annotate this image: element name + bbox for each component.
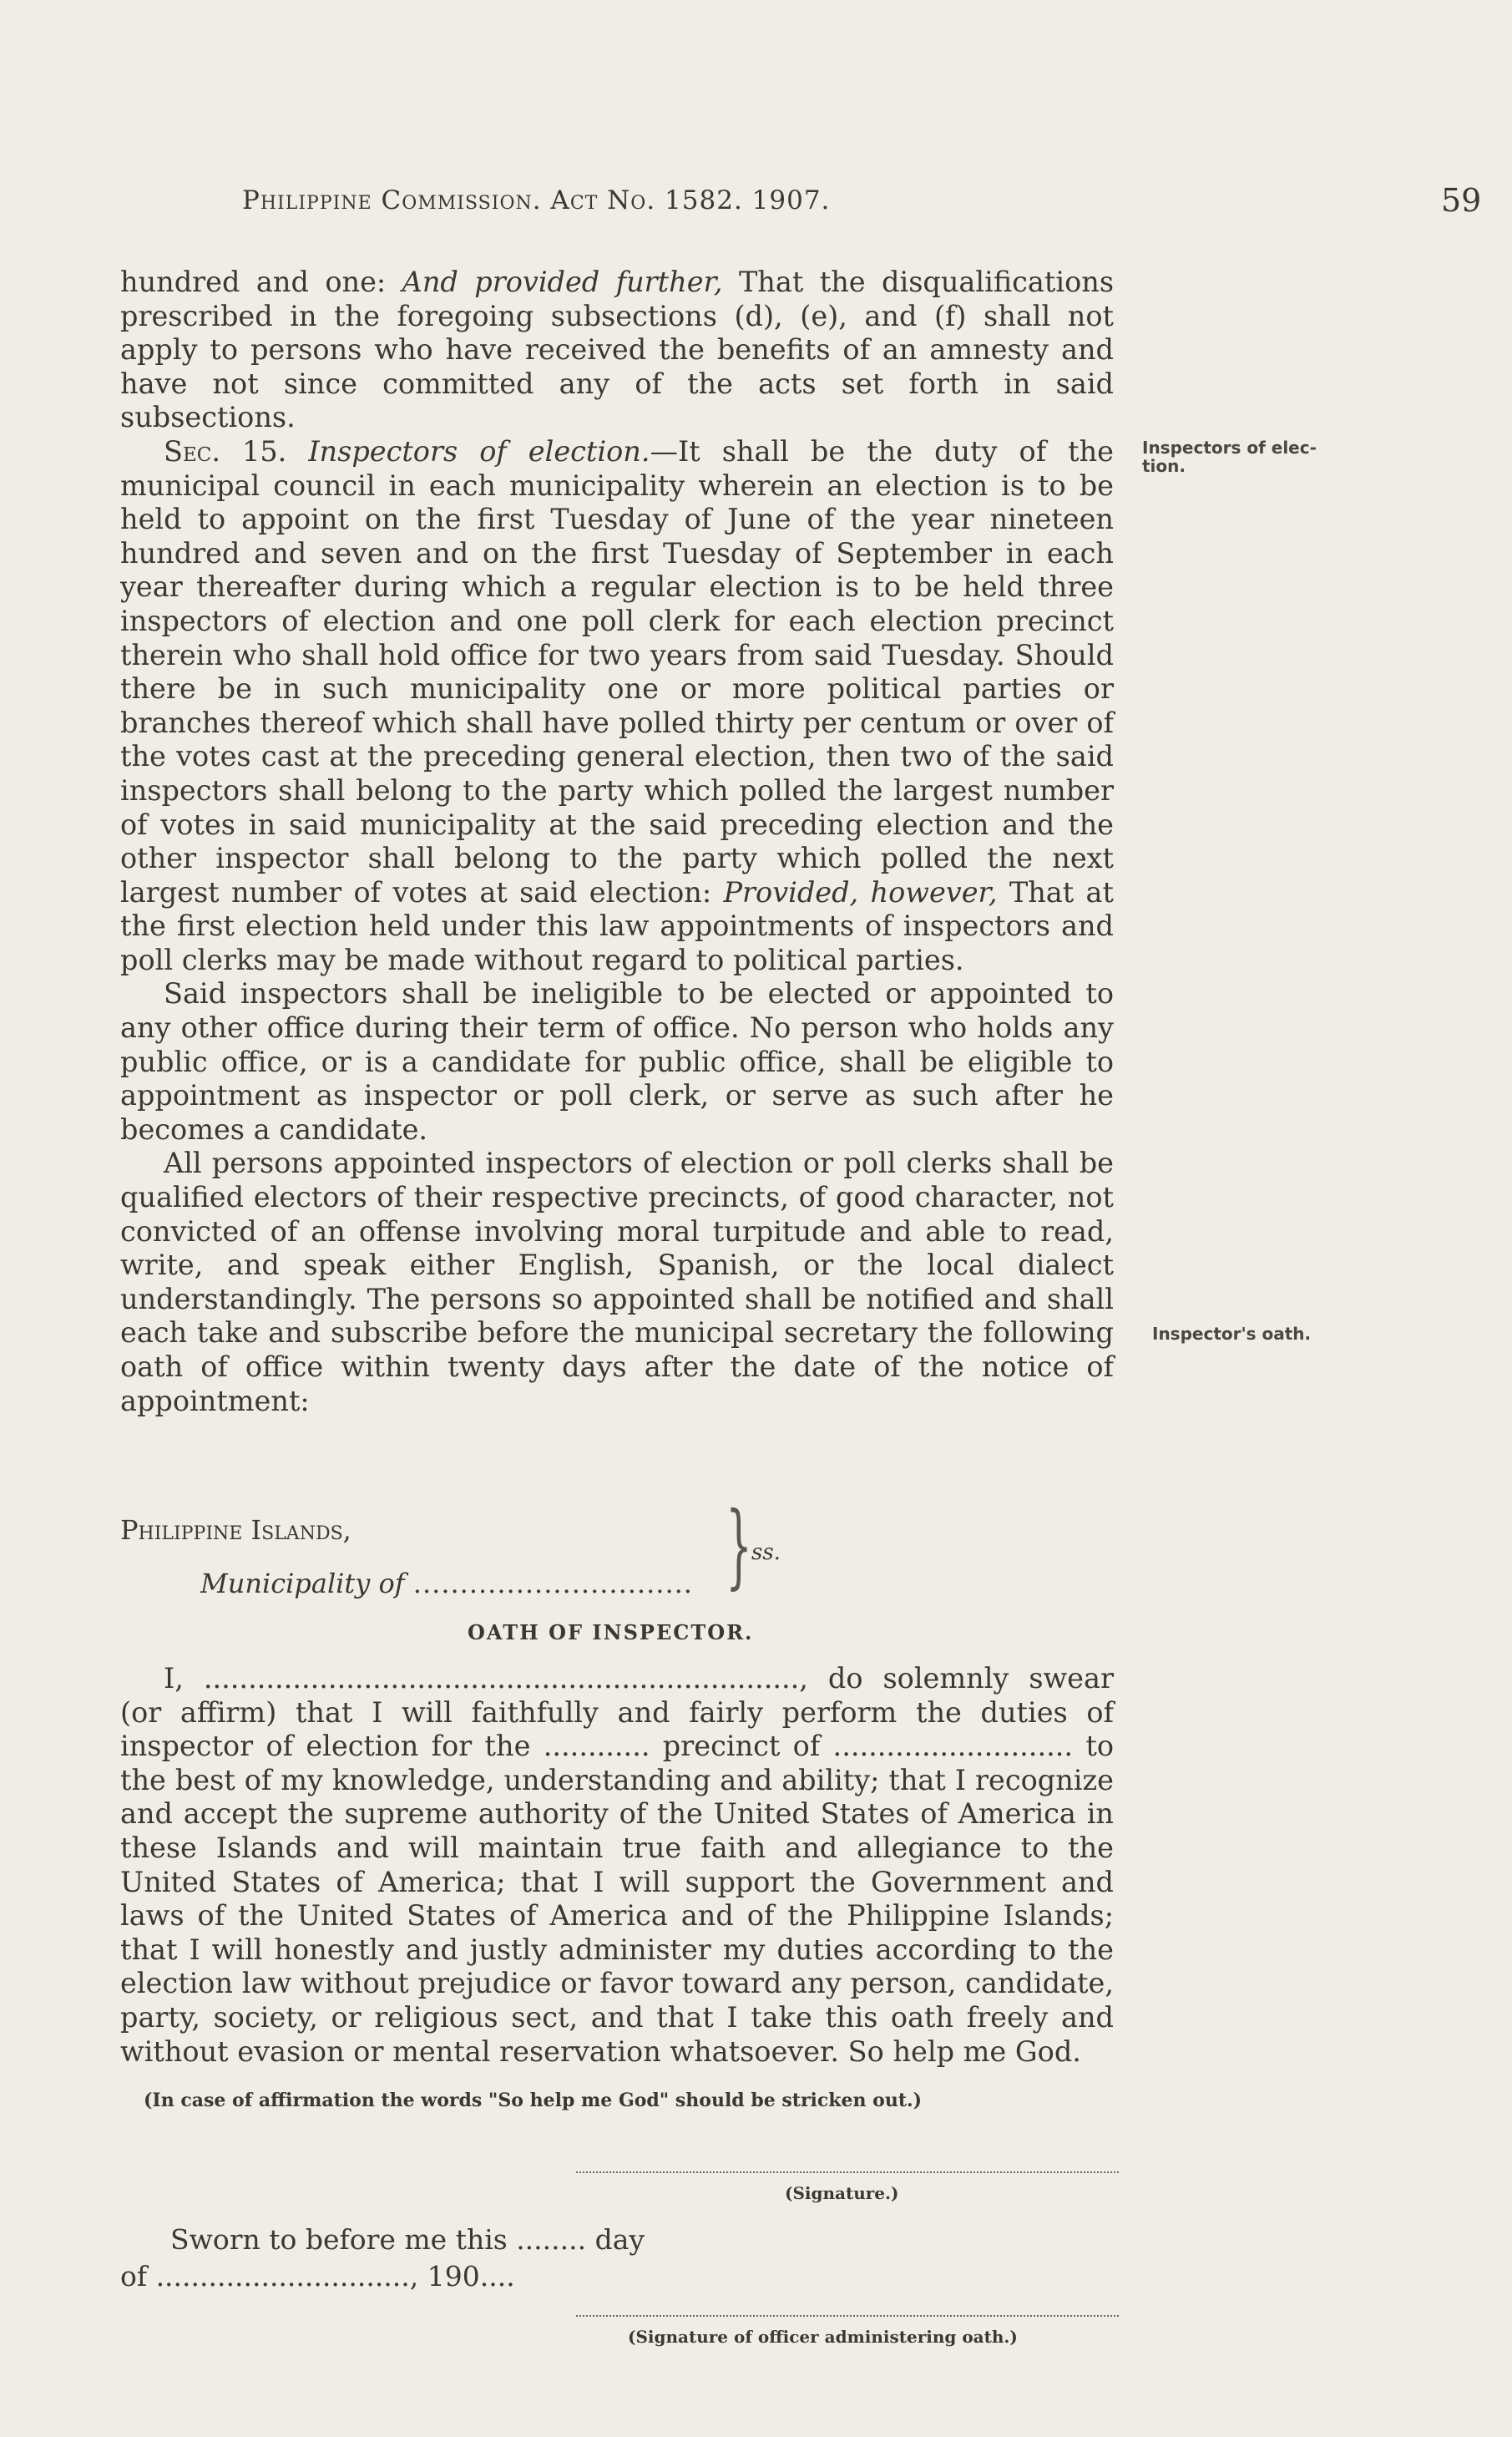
paragraph-amnesty: hundred and one: And provided further, That the disqualifications prescribed in the foregoing subsections (d), (e), and (f) shall not apply to persons who have received the benefits of an amnesty and have not since committed any of the acts set forth in said subsections. (120, 266, 1115, 434)
affirmation-note: (In case of affirmation the words "So help me God" should be stricken out.) (144, 2090, 923, 2111)
sworn-line-1: Sworn to before me this ........ day (170, 2223, 645, 2256)
venue-municipality: Municipality of .............................. (200, 1568, 693, 1599)
page-number: 59 (1441, 182, 1482, 219)
paragraph-section-15: Sec. 15. Inspectors of election.—It shall be the duty of the municipal council in each municipality wherein an election is to be held to appoint on the first Tuesday of June of the year nineteen hundred and seven and on the first Tuesday of September in each year thereafter during which a regular election is to be held three inspectors of election and one poll clerk for each election precinct therein who shall hold office for two years from said Tuesday. Should there be in such municipality one or more political parties or branches thereof which shall have polled thirty per centum or over of the votes cast at the preceding general election, then two of the said inspectors shall belong to the party which polled the largest number of votes in said municipality at the said preceding election and the other inspector shall belong to the party which polled the next largest number of votes at said election: Provided, however, That at the first election held under this law appointments of inspectors and poll clerks may be made without regard to political parties. (120, 434, 1114, 976)
venue-islands: Philippine Islands, (120, 1514, 351, 1546)
sworn-block (120, 2222, 645, 2295)
paragraph-ineligible: Said inspectors shall be ineligible to be elected or appointed to any other office during their term of office. No person who holds any public office, or is a candidate for public office, shall be eligible to appointment as inspector or poll clerk, or serve as such after he becomes a candidate. (120, 977, 1114, 1146)
sworn-line-2: of ............................., 190.... (120, 2260, 515, 2293)
oath-title: OATH OF INSPECTOR. (468, 1620, 754, 1644)
margin-note-inspectors: Inspectors of elec- tion. (1142, 438, 1317, 476)
oath-paragraph: I, ..................................................................., do solemnly swear (or affirm) that I will faithfully and fairly perform the duties of inspector of election for the ............ precinct of ........................... to the best of my knowledge, understanding and ability; that I recognize and accept the supreme authority of the United States of America in these Islands and will maintain true faith and allegiance to the United States of America; that I will support the Government and laws of the United States of America and of the Philippine Islands; that I will honestly and justly administer my duties according to the election law without prejudice or favor toward any person, candidate, party, society, or religious sect, and that I take this oath freely and without evasion or mental reservation whatsoever. So help me God. (120, 1662, 1114, 2068)
paragraph-qualified-electors: All persons appointed inspectors of election or poll clerks shall be qualified electors of their respective precincts, of good character, not convicted of an offense involving moral turpitude and able to read, write, and speak either English, Spanish, or the local dialect understandingly. The persons so appointed shall be notified and shall each take and subscribe before the municipal secretary the following oath of office within twenty days after the date of the notice of appointment: (120, 1147, 1114, 1417)
venue-ss: ss. (751, 1540, 781, 1565)
officer-caption: (Signature of officer administering oath.) (628, 2327, 1018, 2347)
oath-text (120, 1662, 1114, 2069)
venue-brace: } (726, 1492, 752, 1598)
body-text (120, 266, 1114, 1418)
margin-note-oath: Inspector's oath. (1152, 1324, 1312, 1344)
signature-caption: (Signature.) (785, 2183, 899, 2203)
officer-signature-line (576, 2315, 1119, 2317)
signature-line (576, 2171, 1119, 2173)
running-head: Philippine Commission. Act No. 1582. 1907. (242, 185, 831, 215)
